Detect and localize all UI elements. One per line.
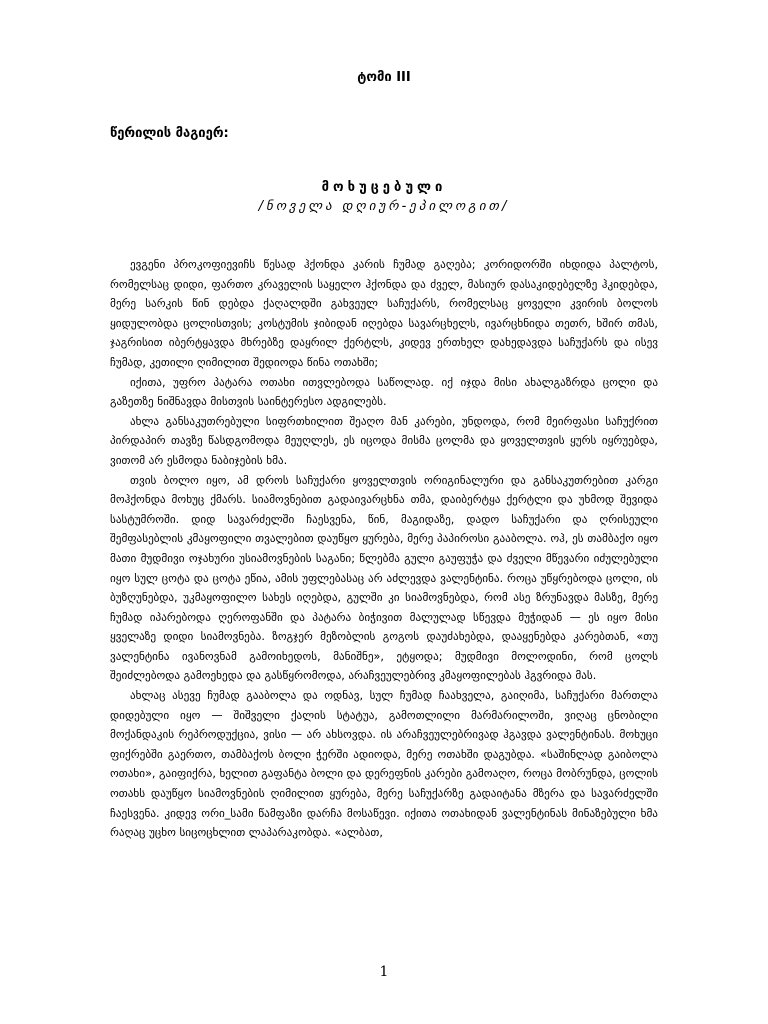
body-text	[110, 255, 658, 843]
story-title: მოხუცებული	[321, 180, 447, 195]
paragraph: ახლა განსაკუთრებული სიფრთხილით შეაღო მან კარები, უნდოდა, რომ მეირფასი საჩუქრით პირდაპირ თავზე წასდგომოდა მეუღლეს, ეს იცოდა მისმა ცოლმა და ყოველთვის ყურს იყრუებდა, ვითომ არ ესმოდა ნაბიჯების ხმა.	[110, 414, 658, 467]
paragraph: ევგენი პროკოფიევიჩს წესად ჰქონდა კარის ჩუმად გაღება; კორიდორში იხდიდა პალტოს, რომელსაც დიდი, ფართო კრაველის საყელო ჰქონდა და ძველ, მასიურ დასაკიდებელზე ჰკიდებდა, მერე სარკის წინ დებდა ქაღალდში გახვეულ საჩუქარს, რომელსაც ყოველი კვირის ბოლოს ყიდულობდა ცოლისთვის; კოსტუმის ჯიბიდან იღებდა სავარცხელს, ივარცხნიდა თეთრ, ხშირ თმას, ჯაგრისით იბერტყავდა მხრებზე დაყრილ ქერტლს, კიდევ ერთხელ დახედავდა საჩუქარს და ისევ ჩუმად, კეთილი ღიმილით შედიოდა წინა ოთახში;	[110, 258, 658, 369]
paragraph: თვის ბოლო იყო, ამ დროს საჩუქარი ყოველთვის ორიგინალური და განსაკუთრებით კარგი მოჰქონდა მოხუც ქმარს. სიამოვნებით გადაივარცხნა თმა, დაიბერტყა ქერტლი და უხმოდ შევიდა სასტუმროში. დიდ სავარძელში ჩაესვენა, წინ, მაგიდაზე, დადო საჩუქარი და ღრისეული შემფასებლის კმაყოფილი თვალებით დაუწყო ყურება, მერე პაპიროსი გააბოლა. ოჰ, ეს თამბაქო იყო მათი მუდმივი ოჯახური უსიამოვნების საგანი; წლებმა გული გაუფუჭა და ძველი მწევარი იძულებული იყო სულ ცოტა და ცოტა ეწია, ამის უფლებასაც არ აძლევდა ვალენტინა. როცა უწყრებოდა ცოლი, ის ბუზღუნებდა, უკმაყოფილო სახეს იღებდა, გულში კი სიამოვნებდა, რომ ასე ზრუნავდა მასზე, მერე ჩუმად იპარებოდა ღეროფანში და პატარა ბიჭივით მალულად სწევდა მუჭიდან — ეს იყო მისი ყველაზე დიდი სიამოვნება. ზოგჯერ მეზობლის გოგოს დაუძახებდა, დააყენებდა კარებთან, «თუ ვალენტინა ივანოვნამ გამოიხედოს, მანიშნე», ეტყოდა; მუდმივი მოლოდინი, რომ ცოლს შეიძლებოდა გამოეხედა და გასწყრომოდა, არაჩვეულებრივ კმაყოფილებას ჰგვრიდა მას.	[110, 473, 658, 683]
story-subtitle: /ნოველა დღიურ-ეპილოგით/	[258, 199, 510, 214]
volume-heading: ტომი III	[357, 70, 411, 85]
instead-of-letter-heading: წერილის მაგიერ:	[110, 126, 229, 141]
page-number: 1	[379, 964, 389, 980]
paragraph: იქითა, უფრო პატარა ოთახი ითვლებოდა საწოლად. იქ იჯდა მისი ახალგაზრდა ცოლი და გაზეთზე ნიშნავდა მისთვის საინტერესო ადგილებს.	[110, 375, 658, 409]
paragraph: ახლაც ასევე ჩუმად გააბოლა და ოდნავ, სულ ჩუმად ჩაახველა, გაიღიმა, საჩუქარი მართლა დიდებული იყო — შიშველი ქალის სტატუა, გამოთლილი მარმარილოში, ვიღაც ცნობილი მოქანდაკის რეპროდუქცია, ვისი — არ ახსოვდა. ის არაჩვეულებრივად ჰგავდა ვალენტინას. მოხუცი ფიქრებში გაერთო, თამბაქოს ბოლი ჭერში ადიოდა, მერე ოთახში დაგუბდა. «საშინლად გაიბოლა ოთახი», გაიფიქრა, ხელით გაფანტა ბოლი და დერეფნის კარები გამოაღო, როცა მობრუნდა, ცოლის ოთახს დაუწყო სიამოვნების ღიმილით ყურება, მერე საჩუქარზე გადაიტანა მზერა და სავარძელში ჩაესვენა. კიდევ ორი_სამი წამფაზი დარჩა მოსაწევი. იქითა ოთახიდან ვალენტინას მინაზებული ხმა რაღაც უცხო სიცოცხლით ლაპარაკობდა. «ალბათ,	[110, 689, 658, 840]
